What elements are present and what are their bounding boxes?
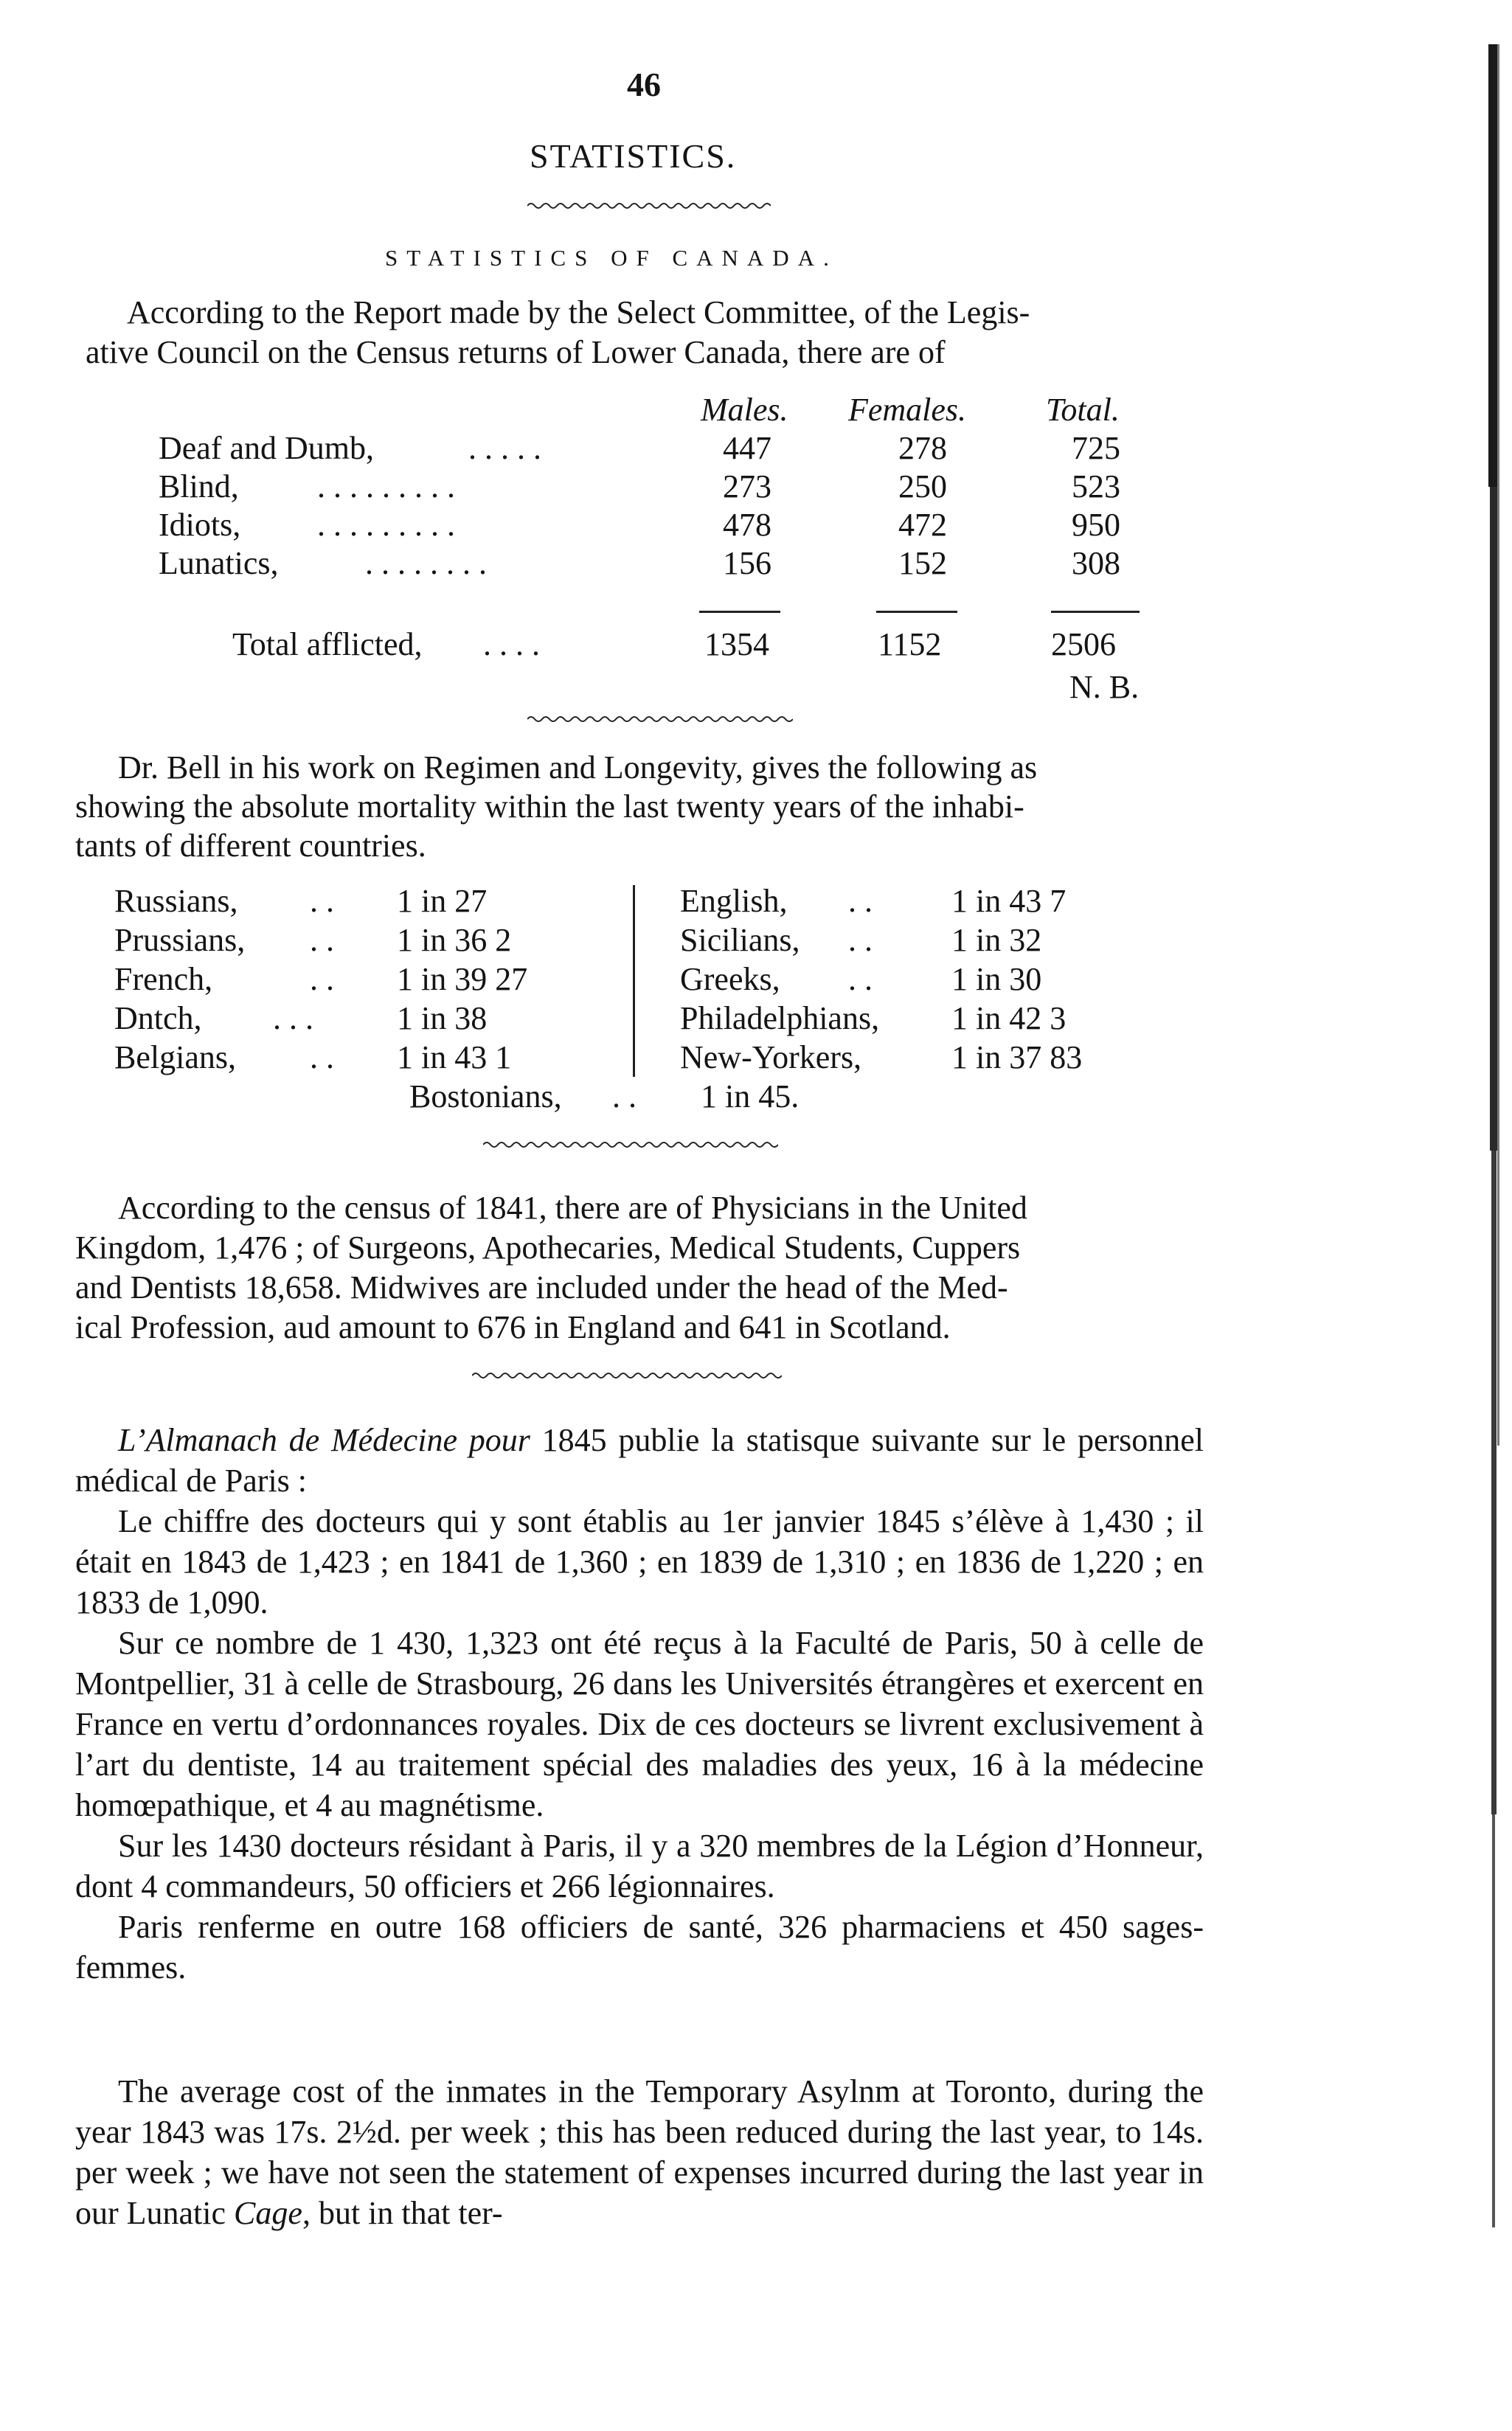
list-item [0, 921, 1254, 960]
almanach-title [75, 1420, 1204, 1501]
table-row [0, 544, 1254, 583]
country-name: English, [680, 883, 788, 919]
col-males-header: Males. [701, 392, 788, 428]
country-name: Russians, [114, 883, 238, 919]
total-females: 1152 [878, 626, 942, 662]
cell-males: 447 [723, 430, 771, 466]
country-name: Philadelphians, [680, 1000, 880, 1036]
list-item [0, 960, 1254, 999]
table-row [0, 468, 1254, 506]
census-total-row [0, 625, 1254, 664]
mortality-ratio: 1 in 39 27 [397, 961, 528, 997]
leader-dots: . . . [273, 1000, 313, 1036]
col-females-header: Females. [848, 392, 967, 428]
ornamental-rule-1 [527, 201, 771, 211]
row-leader-dots: . . . . . . . . [365, 545, 487, 581]
table-header-row [0, 391, 1254, 429]
col-total-header: Total. [1046, 392, 1120, 428]
mortality-ratio: 1 in 32 [951, 922, 1042, 958]
row-label: Lunatics, [159, 545, 279, 581]
country-name: Belgians, [114, 1039, 236, 1075]
country-name: French, [114, 961, 213, 997]
paragraph: Le chiffre des docteurs qui y sont établis au 1er janvier 1845 s’élève à 1,430 ; il était en 1843 de 1,423 ; en 1841 de 1,360 ; en 1839 de 1,310 ; en 1836 de 1,220 ; en 1833 de 1,090. [75, 1503, 1204, 1620]
list-item [0, 1038, 1254, 1078]
mortality-last-row [0, 1078, 1254, 1116]
leader-dots: . . [848, 922, 873, 958]
leader-dots: . . [310, 883, 334, 919]
country-name: Bostonians, [409, 1078, 562, 1114]
paragraph: Sur ce nombre de 1 430, 1,323 ont été reçus à la Faculté de Paris, 50 à celle de Montpellier, 31 à celle de Strasbourg, 26 dans les Universités étrangères et exercent en France en vertu d’ordonnances royales. Dix de ces docteurs se livrent exclusivement à l’art du dentiste, 14 au traitement spécial des maladies des yeux, 16 à la médecine homœpathique, et 4 au magnétisme. [75, 1625, 1204, 1823]
leader-dots: . . [848, 883, 873, 919]
cell-total: 950 [1072, 507, 1120, 543]
total-males: 1354 [704, 626, 769, 662]
country-name: Prussians, [114, 922, 246, 958]
asylum-section [75, 2071, 1204, 2233]
country-name: New-Yorkers, [680, 1039, 862, 1075]
country-name: Greeks, [680, 961, 780, 997]
leader-dots: . . [310, 922, 334, 958]
mortality-ratio: 1 in 27 [397, 883, 488, 919]
table-row [0, 506, 1254, 544]
page-number: 46 [627, 66, 661, 103]
mortality-intro-line-1: Dr. Bell in his work on Regimen and Longevity, gives the following as [118, 749, 1038, 786]
cell-males: 156 [723, 545, 771, 581]
leader-dots: . . [310, 961, 334, 997]
asylum-text-italic: Cage [234, 2195, 302, 2231]
leader-dots: . . [612, 1078, 637, 1114]
total-label: Total afflicted, [232, 626, 423, 662]
ornamental-rule-4 [472, 1370, 782, 1381]
mortality-ratio: 1 in 43 7 [951, 883, 1067, 919]
canada-intro-line-2: ative Council on the Census returns of Lower Canada, there are of [86, 334, 946, 370]
mortality-intro-line-3: tants of different countries. [75, 828, 426, 864]
cell-females: 152 [898, 545, 947, 581]
cell-females: 472 [898, 507, 947, 543]
mortality-intro-line-2: showing the absolute mortality within the last twenty years of the inhabi- [75, 788, 1024, 825]
country-name: Sicilians, [680, 922, 800, 958]
row-leader-dots: . . . . . . . . . [317, 468, 455, 504]
list-item [0, 882, 1254, 921]
cell-males: 273 [723, 468, 771, 504]
section-heading: STATISTICS OF CANADA. [385, 245, 838, 271]
almanach-section [75, 1420, 1204, 1988]
leader-dots: . . [848, 961, 873, 997]
country-name: Dntch, [114, 1000, 202, 1036]
nb-note: N. B. [1069, 669, 1140, 705]
cell-total: 308 [1072, 545, 1120, 581]
total-total: 2506 [1051, 626, 1116, 662]
cell-total: 523 [1072, 468, 1120, 504]
census-line-1: According to the census of 1841, there are of Physicians in the United [118, 1190, 1027, 1226]
asylum-text-end: , but in that ter- [302, 2195, 503, 2231]
paragraph [75, 2071, 1204, 2233]
mortality-ratio: 1 in 43 1 [397, 1039, 512, 1075]
mortality-ratio: 1 in 42 3 [951, 1000, 1067, 1036]
mortality-table-right [0, 882, 1254, 1078]
census-line-2: Kingdom, 1,476 ; of Surgeons, Apothecaries, Medical Students, Cuppers [75, 1230, 1021, 1266]
total-leader-dots: . . . . [483, 626, 540, 662]
row-label: Idiots, [159, 507, 241, 543]
leader-dots: . . [310, 1039, 334, 1075]
ornamental-rule-2 [527, 714, 793, 724]
paragraph: Sur les 1430 docteurs résidant à Paris, il y a 320 membres de la Légion d’Honneur, dont 4 commandeurs, 50 officiers et 266 légionnaires. [75, 1828, 1204, 1904]
sum-rule-males [699, 611, 780, 613]
cell-total: 725 [1072, 430, 1120, 466]
paragraph: Paris renferme en outre 168 officiers de santé, 326 pharmaciens et 450 sages-femmes. [75, 1909, 1204, 1986]
row-leader-dots: . . . . . [468, 430, 541, 466]
running-title: STATISTICS. [530, 137, 737, 175]
row-label: Blind, [159, 468, 239, 504]
row-label: Deaf and Dumb, [159, 430, 375, 466]
mortality-ratio: 1 in 45. [701, 1078, 800, 1114]
asylum-text: The average cost of the inmates in the Temporary Asylnm at Toronto, during the year 1843 was 17s. 2½d. per week ; this has been reduced during the last year, to 14s. per week ; we have not seen the statement of expenses incurred during the last year in our Lunatic [75, 2073, 1204, 2231]
table-row-total [0, 625, 1254, 664]
cell-males: 478 [723, 507, 771, 543]
mortality-ratio: 1 in 38 [397, 1000, 488, 1036]
mortality-ratio: 1 in 30 [951, 961, 1042, 997]
census-line-4: ical Profession, aud amount to 676 in England and 641 in Scotland. [75, 1309, 951, 1345]
table-row [0, 429, 1254, 468]
mortality-ratio: 1 in 37 83 [951, 1039, 1083, 1075]
cell-females: 278 [898, 430, 947, 466]
census-table [0, 391, 1254, 583]
cell-females: 250 [898, 468, 947, 504]
almanach-title-rest: 1845 publie la statisque suivante sur le personnel médical de Paris : [75, 1422, 1204, 1499]
almanach-title-italic: L’Almanach de Médecine pour [118, 1422, 530, 1458]
list-item [0, 999, 1254, 1038]
canada-intro-line-1: According to the Report made by the Select Committee, of the Legis- [127, 294, 1030, 330]
sum-rule-total [1051, 611, 1140, 613]
census-line-3: and Dentists 18,658. Midwives are included under the head of the Med- [75, 1269, 1008, 1305]
binding-edge [1468, 44, 1512, 2272]
ornamental-rule-3 [483, 1140, 778, 1150]
mortality-ratio: 1 in 36 2 [397, 922, 512, 958]
sum-rule-females [876, 611, 957, 613]
list-item [0, 1078, 1254, 1116]
row-leader-dots: . . . . . . . . . [317, 507, 455, 543]
